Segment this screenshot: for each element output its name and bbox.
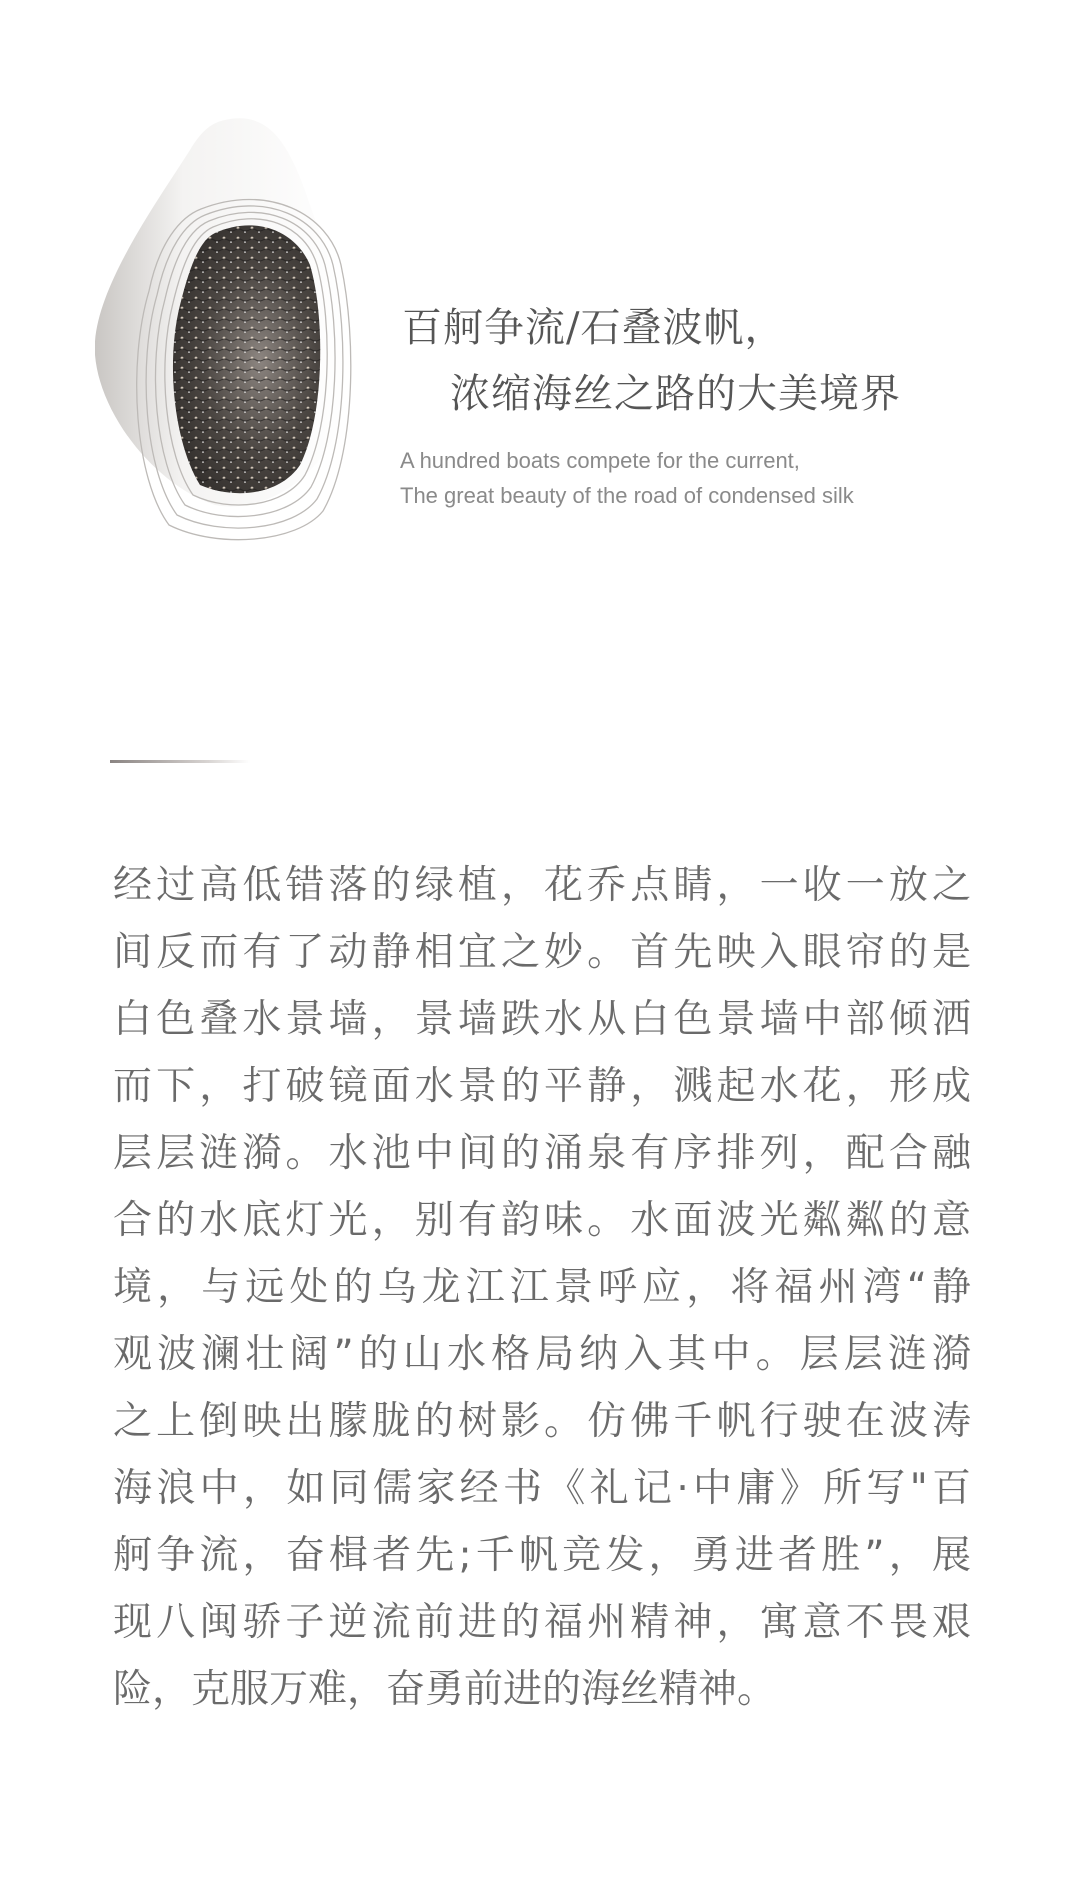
paragraph-line: 险，克服万难，奋勇前进的海丝精神。: [113, 1667, 777, 1712]
paragraph-line: 之上倒映出朦胧的树影。仿佛千帆行驶在波涛: [113, 1399, 971, 1444]
paragraph-line: 境，与远处的乌龙江江景呼应，将福州湾“静: [113, 1265, 971, 1310]
paragraph-line: 合的水底灯光，别有韵味。水面波光粼粼的意: [113, 1198, 971, 1243]
paragraph-line: 观波澜壮阔”的山水格局纳入其中。层层涟漪: [113, 1332, 971, 1377]
paragraph-line: 海浪中，如同儒家经书《礼记·中庸》所写"百: [113, 1466, 971, 1511]
subtitle-line-1: A hundred boats compete for the current,: [400, 448, 800, 473]
paragraph-line: 现八闽骄子逆流前进的福州精神，寓意不畏艰: [113, 1600, 971, 1645]
subtitle-line-2: The great beauty of the road of condensed silk: [400, 483, 854, 508]
decorative-water-stone-illustration: [95, 115, 395, 615]
section-divider: [110, 760, 250, 763]
body-paragraph: [113, 852, 971, 1723]
title-line-2: 浓缩海丝之路的大美境界: [450, 371, 901, 417]
paragraph-line: 层层涟漪。水池中间的涌泉有序排列，配合融: [113, 1131, 971, 1176]
title-line-1: 百舸争流/石叠波帆，: [402, 305, 786, 351]
paragraph-line: 舸争流，奋楫者先;千帆竞发，勇进者胜”，展: [113, 1533, 971, 1578]
paragraph-line: 而下，打破镜面水景的平静，溅起水花，形成: [113, 1064, 971, 1109]
paragraph-line: 间反而有了动静相宜之妙。首先映入眼帘的是: [113, 930, 971, 975]
paragraph-line: 白色叠水景墙，景墙跌水从白色景墙中部倾洒: [113, 997, 971, 1042]
paragraph-line: 经过高低错落的绿植，花乔点睛，一收一放之: [113, 863, 971, 908]
